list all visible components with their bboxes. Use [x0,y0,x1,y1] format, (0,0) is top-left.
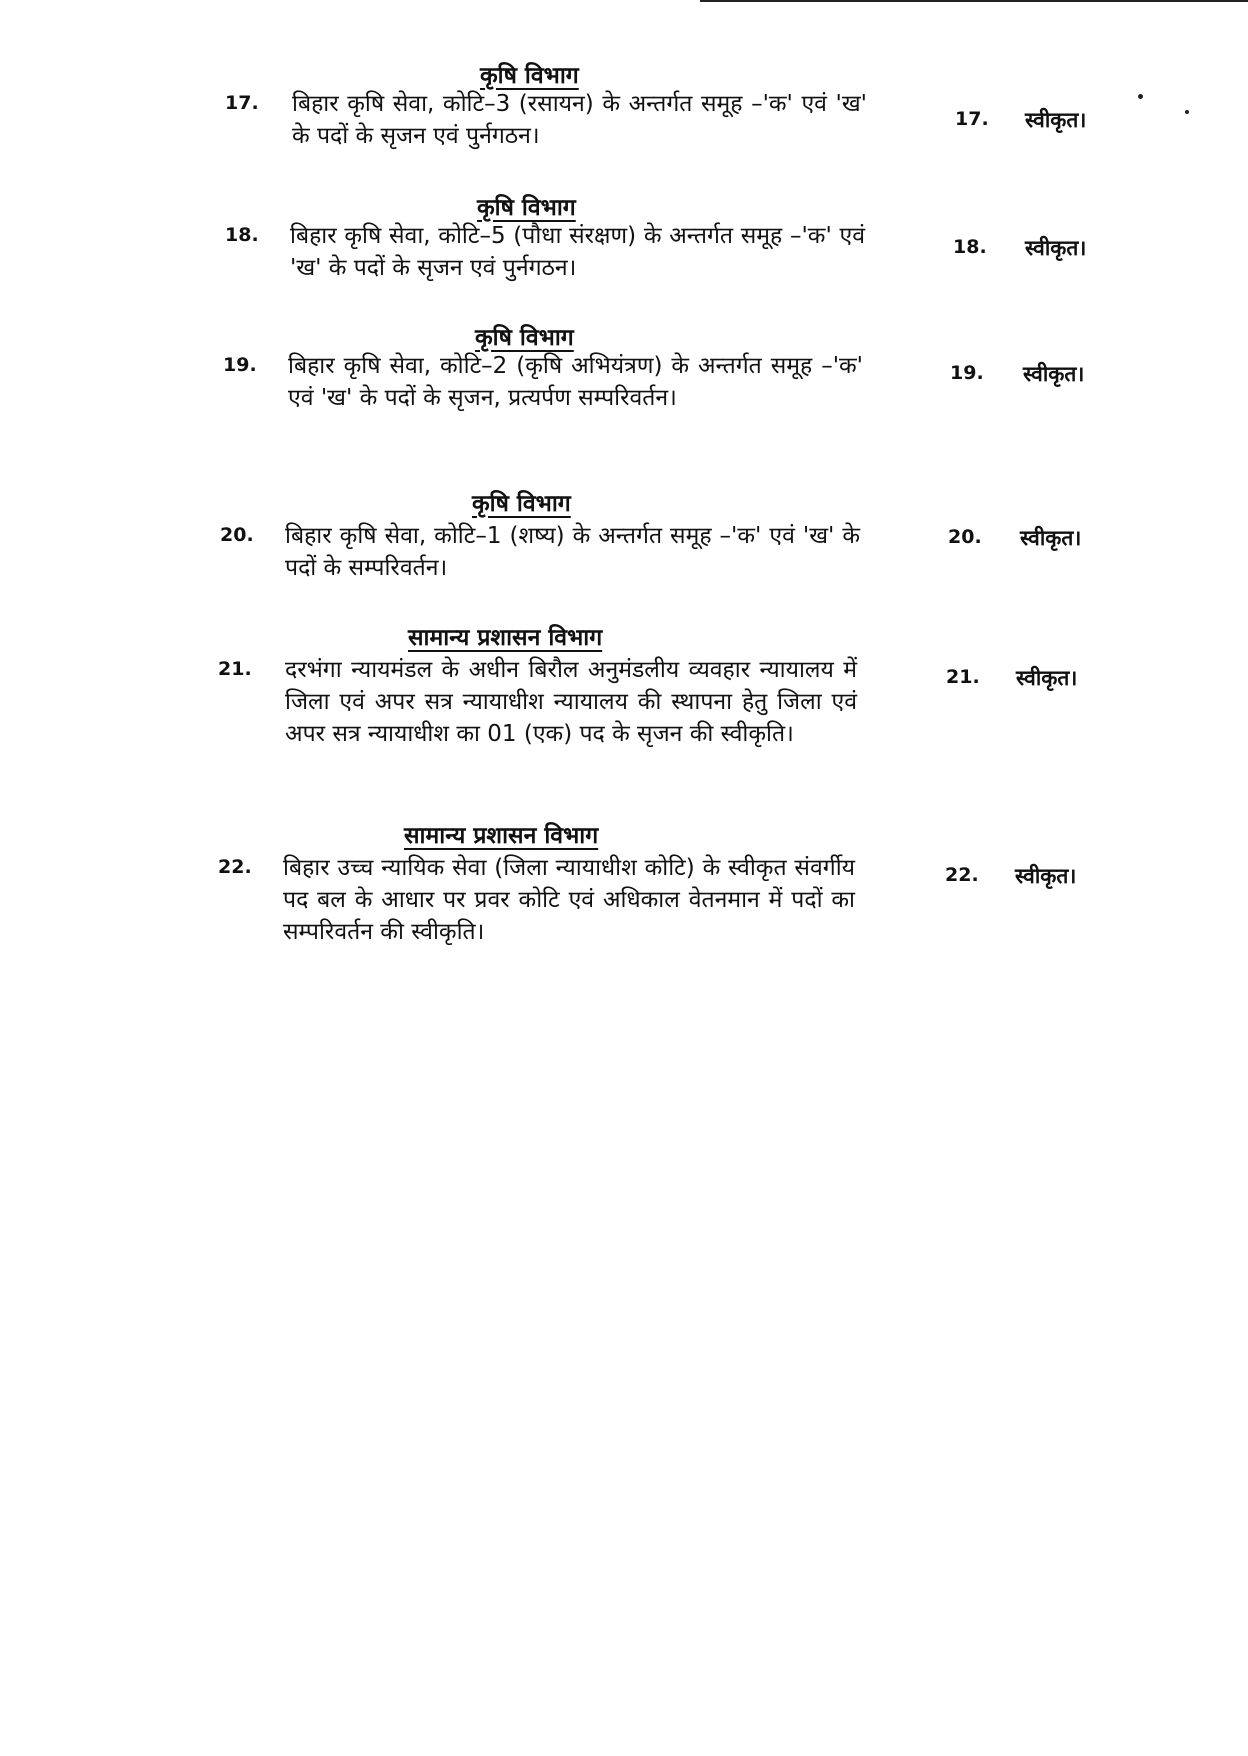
department-heading: सामान्य प्रशासन विभाग [408,625,603,651]
approval-status: स्वीकृत। [1020,526,1082,550]
item-number: 17. [225,92,259,114]
approval-status: स्वीकृत। [1023,362,1085,386]
result-number: 20. [948,526,982,548]
item-description: बिहार कृषि सेवा, कोटि–1 (शष्य) के अन्तर्गत समूह –'क' एवं 'ख' के पदों के सम्परिवर्तन। [285,523,860,581]
item-description: दरभंगा न्यायमंडल के अधीन बिरौल अनुमंडलीय व्यवहार न्यायालय में जिला एवं अपर सत्र न्यायाधीश न्यायालय की स्थापना हेतु जिला एवं अपर सत्र न्यायाधीश का 01 (एक) पद के सृजन की स्वीकृति। [285,657,857,747]
item-number: 20. [220,524,254,546]
item-description: बिहार कृषि सेवा, कोटि–3 (रसायन) के अन्तर्गत समूह –'क' एवं 'ख' के पदों के सृजन एवं पुर्नगठन। [292,91,867,149]
scan-speck [1185,110,1189,114]
result-number: 21. [946,666,980,688]
department-heading: कृषि विभाग [472,491,571,517]
result-number: 19. [950,362,984,384]
item-number: 22. [218,856,252,878]
top-border-line [700,0,1248,2]
approval-status: स्वीकृत। [1025,108,1087,132]
item-number: 21. [218,658,252,680]
result-number: 22. [945,864,979,886]
scan-speck [1138,94,1143,99]
department-heading: कृषि विभाग [475,325,574,351]
item-description: बिहार उच्च न्यायिक सेवा (जिला न्यायाधीश कोटि) के स्वीकृत संवर्गीय पद बल के आधार पर प्रवर कोटि एवं अधिकाल वेतनमान में पदों का सम्परिवर्तन की स्वीकृति। [283,855,855,945]
department-heading: कृषि विभाग [480,63,579,89]
item-number: 18. [225,224,259,246]
item-description: बिहार कृषि सेवा, कोटि–2 (कृषि अभियंत्रण) के अन्तर्गत समूह –'क' एवं 'ख' के पदों के सृजन, प्रत्यर्पण सम्परिवर्तन। [288,353,863,411]
item-description: बिहार कृषि सेवा, कोटि–5 (पौधा संरक्षण) के अन्तर्गत समूह –'क' एवं 'ख' के पदों के सृजन एवं पुर्नगठन। [290,223,865,281]
result-number: 17. [955,108,989,130]
item-number: 19. [223,354,257,376]
approval-status: स्वीकृत। [1015,864,1077,888]
approval-status: स्वीकृत। [1016,666,1078,690]
approval-status: स्वीकृत। [1025,236,1087,260]
department-heading: सामान्य प्रशासन विभाग [404,823,599,849]
result-number: 18. [953,236,987,258]
department-heading: कृषि विभाग [477,195,576,221]
